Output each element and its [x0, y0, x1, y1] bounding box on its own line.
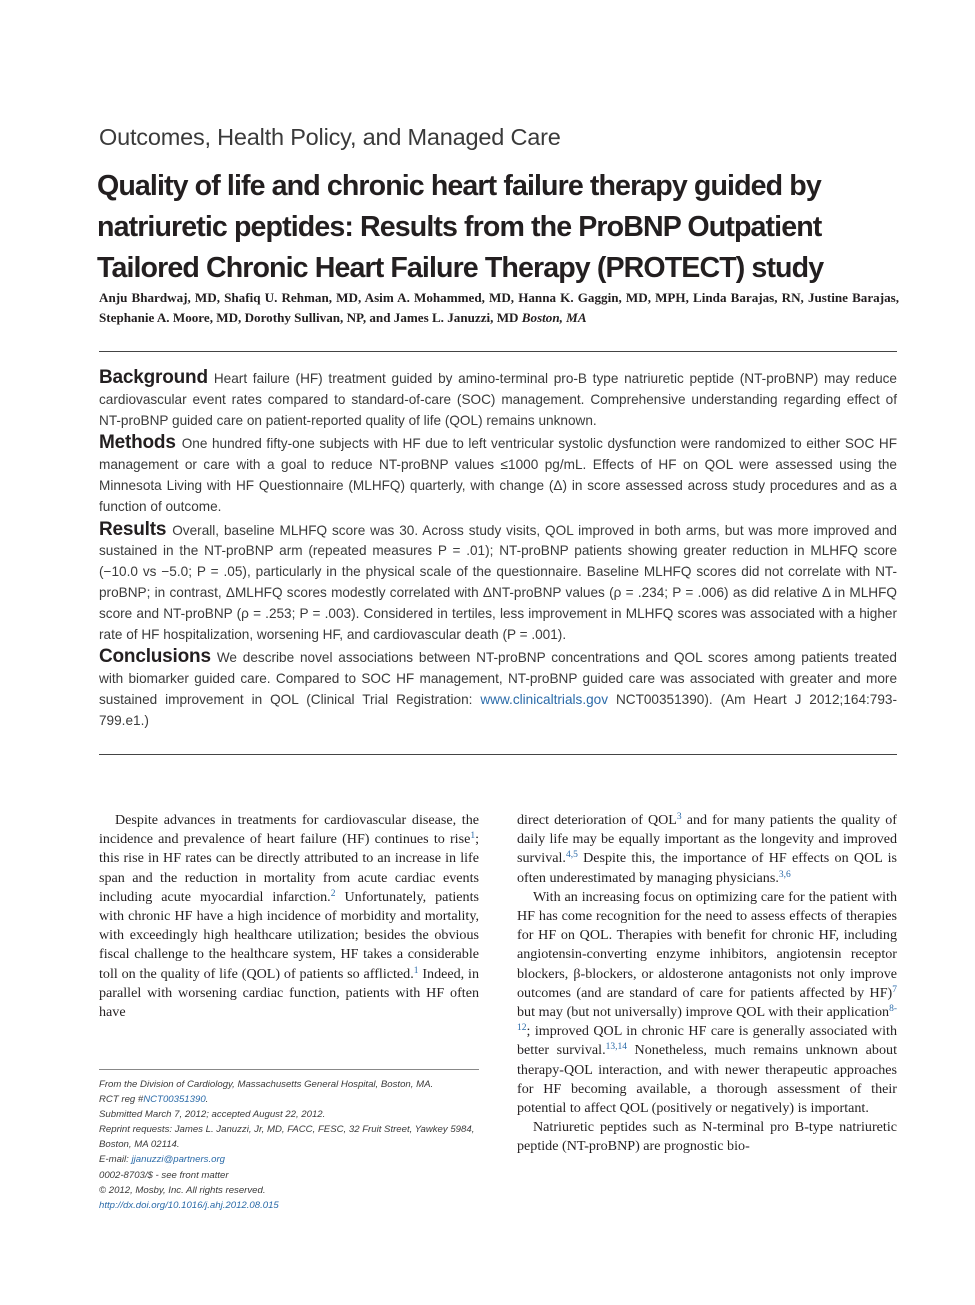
author-location: Boston, MA	[521, 310, 587, 325]
authors: Anju Bhardwaj, MD, Shafiq U. Rehman, MD, Asim A. Mohammed, MD, Hanna K. Gaggin, MD, MPH, Linda Barajas, RN, Justine Barajas, Stephanie A. Moore, MD, Dorothy Sullivan, NP, and James L. Januzzi, MD	[99, 290, 899, 325]
author-list	[99, 288, 899, 328]
clinicaltrials-link[interactable]: www.clinicaltrials.gov	[480, 691, 609, 707]
body-text: Indeed, in parallel with worsening cardiac function, patients with HF often have	[99, 965, 479, 1021]
body-text: Despite advances in treatments for cardiovascular disease, the incidence and prevalence of heart failure (HF) continues to rise	[99, 812, 479, 848]
abstract-top-rule	[99, 351, 897, 352]
footnote-rct	[99, 1092, 479, 1107]
body-paragraph: Natriuretic peptides such as N-terminal pro B-type natriuretic peptide (NT-proBNP) are prognostic bio-	[517, 1119, 897, 1155]
footnote-reprint-1: Reprint requests: James L. Januzzi, Jr, MD, FACC, FESC, 32 Fruit Street, Yawkey 5984,	[99, 1124, 475, 1136]
results-heading: Results	[99, 518, 167, 540]
methods-heading: Methods	[99, 432, 176, 454]
body-text: but may (but not universally) improve QOL with their application	[517, 1004, 890, 1021]
citation-ref[interactable]: 7	[892, 984, 897, 995]
results-text: Overall, baseline MLHFQ score was 30. Across study visits, QOL improved in both arms, but was more improved and sustained in the NT-proBNP arm (repeated measures P = .01); NT-proBNP patients showing greater reduction in MLHFQ score (−10.0 vs −5.0; P = .05), particularly in the physical scale of the questionnaire. Baseline MLHFQ scores did not correlate with NT-proBNP; in contrast, ΔMLHFQ scores modestly correlated with ΔNT-proBNP values (ρ = .234; P = .006) as did relative Δ in MLHFQ score and NT-proBNP (ρ = .253; P = .003). Considered in tertiles, less improvement in MLHFQ scores was associated with a higher rate of HF hospitalization, worsening HF, and cardiovascular death (P = .001).	[99, 522, 897, 642]
body-text: direct deterioration of QOL	[517, 812, 677, 828]
body-text: Unfortunately, patients with chronic HF have a high incidence of morbidity and mortality, with exceedingly high healthcare utilization; besides the obvious fiscal challenge to the healthcare system, HF takes a considerable toll on the quality of life (QOL) of patients so afflicted.	[99, 888, 479, 982]
citation-ref[interactable]: 3	[676, 812, 682, 822]
body-column-right	[517, 811, 897, 1157]
background-text: Heart failure (HF) treatment guided by amino-terminal pro-B type natriuretic peptide (NT-proBNP) may reduce cardiovascular event rates compared to standard-of-care (SOC) management. Comprehensive understanding regarding effect of NT-proBNP guided care on patient-reported quality of life (QOL) remains unknown.	[99, 371, 897, 428]
footnote-rule	[99, 1069, 479, 1070]
body-text: and for many patients the quality of daily life may be equally important as the longevity and improved survival.	[517, 812, 897, 867]
citation-ref[interactable]: 1	[470, 831, 476, 842]
body-text: ; this rise in HF rates can be directly attributed to an increase in life span and the reduction in mortality from acute cardiac events including acute myocardial infarction.	[99, 831, 479, 905]
email-label: E-mail:	[99, 1154, 132, 1166]
footnote-affiliation: From the Division of Cardiology, Massachusetts General Hospital, Boston, MA.	[99, 1079, 434, 1090]
abstract-methods	[99, 433, 897, 517]
footnote-submitted: Submitted March 7, 2012; accepted August 22, 2012.	[99, 1109, 326, 1121]
body-text: ; improved QOL in chronic HF care is generally associated with better survival.	[517, 1023, 897, 1059]
body-paragraph	[517, 811, 897, 888]
conclusions-text-1: We describe novel associations between NT-proBNP concentrations and QOL scores among patients treated with biomarker guided care. Compared to SOC HF management, NT-proBNP guided care was associated with greater and more sustained improvement in QOL (Clinical Trial Registration:	[99, 650, 897, 707]
body-text: Despite this, the importance of HF effects on QOL is often underestimated by managing physicians.	[517, 850, 897, 886]
body-text: Nonetheless, much remains unknown about therapy-QOL interaction, and with newer therapeutic approaches for HF becoming available, a thorough assessment of their potential to affect QOL (positively or negatively) is important.	[517, 1042, 897, 1117]
conclusions-heading: Conclusions	[99, 646, 211, 668]
body-column-left	[99, 811, 479, 1022]
abstract-background	[99, 368, 897, 431]
footnote-email	[99, 1152, 479, 1167]
footnotes	[99, 1077, 479, 1213]
citation-ref[interactable]: 1	[413, 965, 419, 976]
abstract-results	[99, 520, 897, 646]
footnote-reprint-2: Boston, MA 02114.	[99, 1139, 180, 1151]
rct-link[interactable]: NCT00351390	[143, 1094, 206, 1106]
abstract-bottom-rule	[99, 754, 897, 755]
rct-label: RCT reg #	[99, 1094, 144, 1106]
citation-ref[interactable]: 4,5	[565, 850, 578, 861]
background-heading: Background	[99, 367, 208, 388]
citation-ref[interactable]: 13,14	[605, 1042, 627, 1053]
citation-ref[interactable]: 3,6	[778, 869, 791, 880]
footnote-copyright: © 2012, Mosby, Inc. All rights reserved.	[99, 1184, 266, 1196]
doi-link[interactable]: http://dx.doi.org/10.1016/j.ahj.2012.08.015	[99, 1199, 279, 1211]
methods-text: One hundred fifty-one subjects with HF due to left ventricular systolic dysfunction were randomized to either SOC HF management or care with a goal to reduce NT-proBNP values ≤1000 pg/mL. Effects of HF on QOL were assessed using the Minnesota Living with HF Questionnaire (MLHFQ) quarterly, with change (Δ) in score assessed across study procedures and as a function of outcome.	[99, 436, 897, 514]
conclusions-text-2: NCT00351390). (Am Heart J 2012;164:793-799.e1.)	[99, 691, 897, 728]
email-link[interactable]: jjanuzzi@partners.org	[131, 1154, 225, 1166]
abstract	[99, 368, 897, 734]
body-paragraph	[517, 888, 897, 1118]
body-text: With an increasing focus on optimizing care for the patient with HF has come recognition for the need to assess effects of therapies for HF on QOL. Therapies with benefit for chronic HF, including angiotensin-converting enzyme inhibitors, angiotensin receptor blockers, β-blockers, or aldosterone antagonists not only improve outcomes (and are standard of care for patients affected by HF)	[517, 888, 897, 1001]
abstract-conclusions	[99, 647, 897, 731]
citation-ref[interactable]: 8-12	[517, 1004, 897, 1034]
body-paragraph	[99, 811, 479, 1022]
footnote-issn: 0002-8703/$ - see front matter	[99, 1169, 229, 1181]
article-title: Quality of life and chronic heart failure therapy guided by natriuretic peptides: Results from the ProBNP Outpatient Tailored Chronic Heart Failure Therapy (PROTECT) study	[97, 170, 824, 284]
citation-ref[interactable]: 2	[330, 888, 336, 899]
rct-suffix: .	[205, 1094, 209, 1106]
section-heading: Outcomes, Health Policy, and Managed Care	[99, 124, 561, 150]
